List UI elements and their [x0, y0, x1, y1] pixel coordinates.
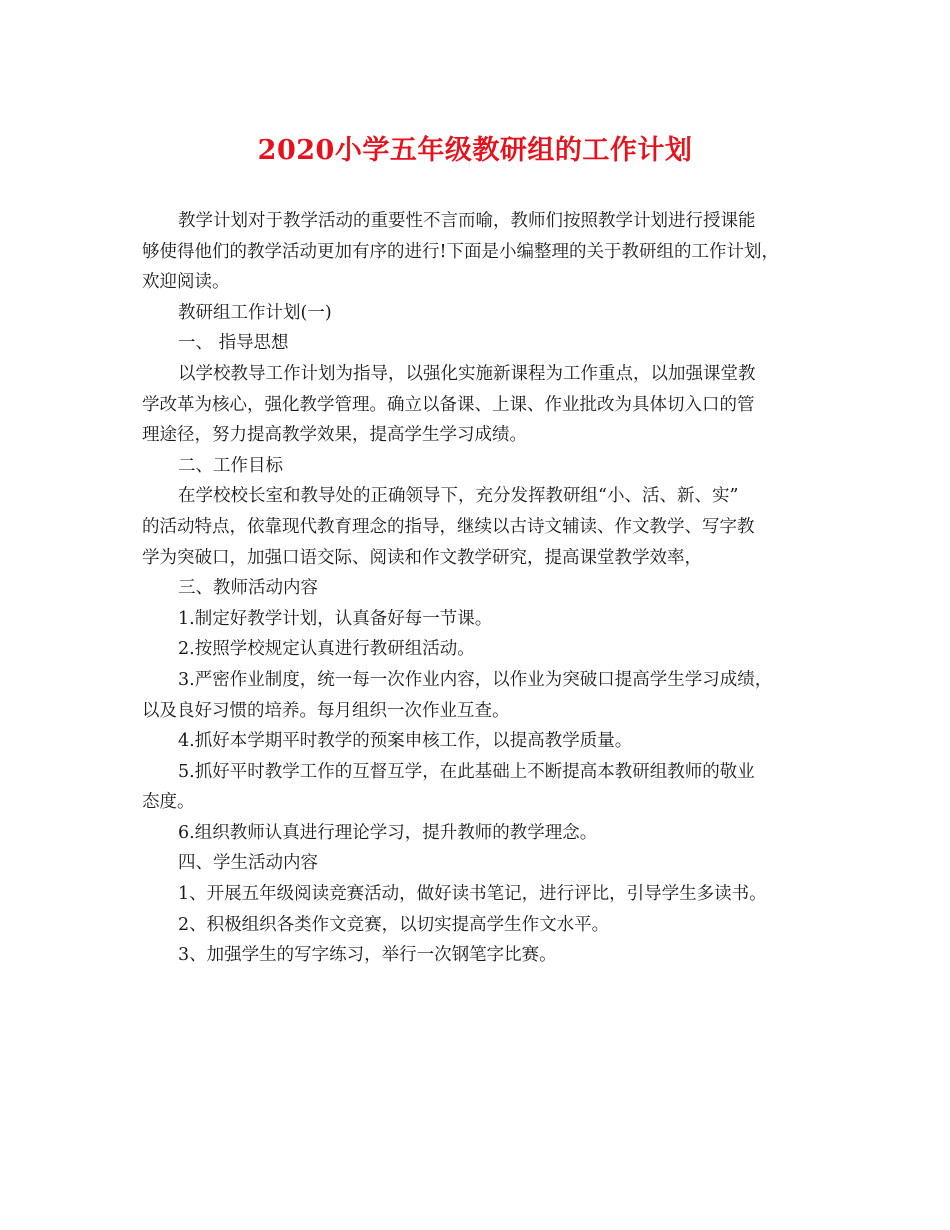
text-line: 一、 指导思想 [178, 333, 289, 354]
text-line: 欢迎阅读。 [142, 272, 230, 293]
text-line: 以学校教导工作计划为指导，以强化实施新课程为工作重点，以加强课堂教 [178, 363, 756, 384]
text-line: 6.组织教师认真进行理论学习，提升教师的教学理念。 [178, 822, 598, 843]
text-line: 教学计划对于教学活动的重要性不言而喻，教师们按照教学计划进行授课能 [178, 211, 756, 231]
text-line: 3.严密作业制度，统一每一次作业内容，以作业为突破口提高学生学习成绩， [178, 669, 773, 690]
text-line: 学改革为核心，强化教学管理。确立以备课、上课、作业批改为具体切入口的管 [142, 394, 755, 415]
document-body [142, 206, 812, 971]
text-line: 2.按照学校规定认真进行教研组活动。 [178, 639, 475, 660]
text-line: 1.制定好教学计划，认真备好每一节课。 [178, 608, 493, 629]
text-line: 3、加强学生的写字练习，举行一次钢笔字比赛。 [178, 945, 557, 966]
text-line: 2、积极组织各类作文竞赛，以切实提高学生作文水平。 [178, 914, 610, 935]
text-line: 1、开展五年级阅读竞赛活动，做好读书笔记，进行评比，引导学生多读书。 [178, 884, 767, 905]
document-title: 2020小学五年级教研组的工作计划 [257, 135, 693, 166]
text-line: 学为突破口，加强口语交际、阅读和作文教学研究，提高课堂教学效率， [142, 547, 702, 568]
text-line: 教研组工作计划(一) [178, 302, 332, 323]
text-line: 够使得他们的教学活动更加有序的进行!下面是小编整理的关于教研组的工作计划， [142, 241, 780, 262]
text-line: 在学校校长室和教导处的正确领导下，充分发挥教研组“小、活、新、实” [178, 486, 739, 507]
text-line: 以及良好习惯的培养。每月组织一次作业互查。 [142, 700, 510, 721]
text-line: 三、教师活动内容 [178, 578, 318, 599]
text-line: 5.抓好平时教学工作的互督互学，在此基础上不断提高本教研组教师的敬业 [178, 761, 755, 782]
text-line: 态度。 [142, 792, 195, 813]
text-line: 四、学生活动内容 [178, 853, 318, 874]
text-line: 二、工作目标 [178, 455, 283, 476]
text-line: 理途径，努力提高教学效果，提高学生学习成绩。 [142, 425, 527, 446]
text-line: 的活动特点，依靠现代教育理念的指导，继续以古诗文辅读、作文教学、写字教 [142, 516, 755, 537]
text-line: 4.抓好本学期平时教学的预案申核工作，以提高教学质量。 [178, 731, 633, 752]
